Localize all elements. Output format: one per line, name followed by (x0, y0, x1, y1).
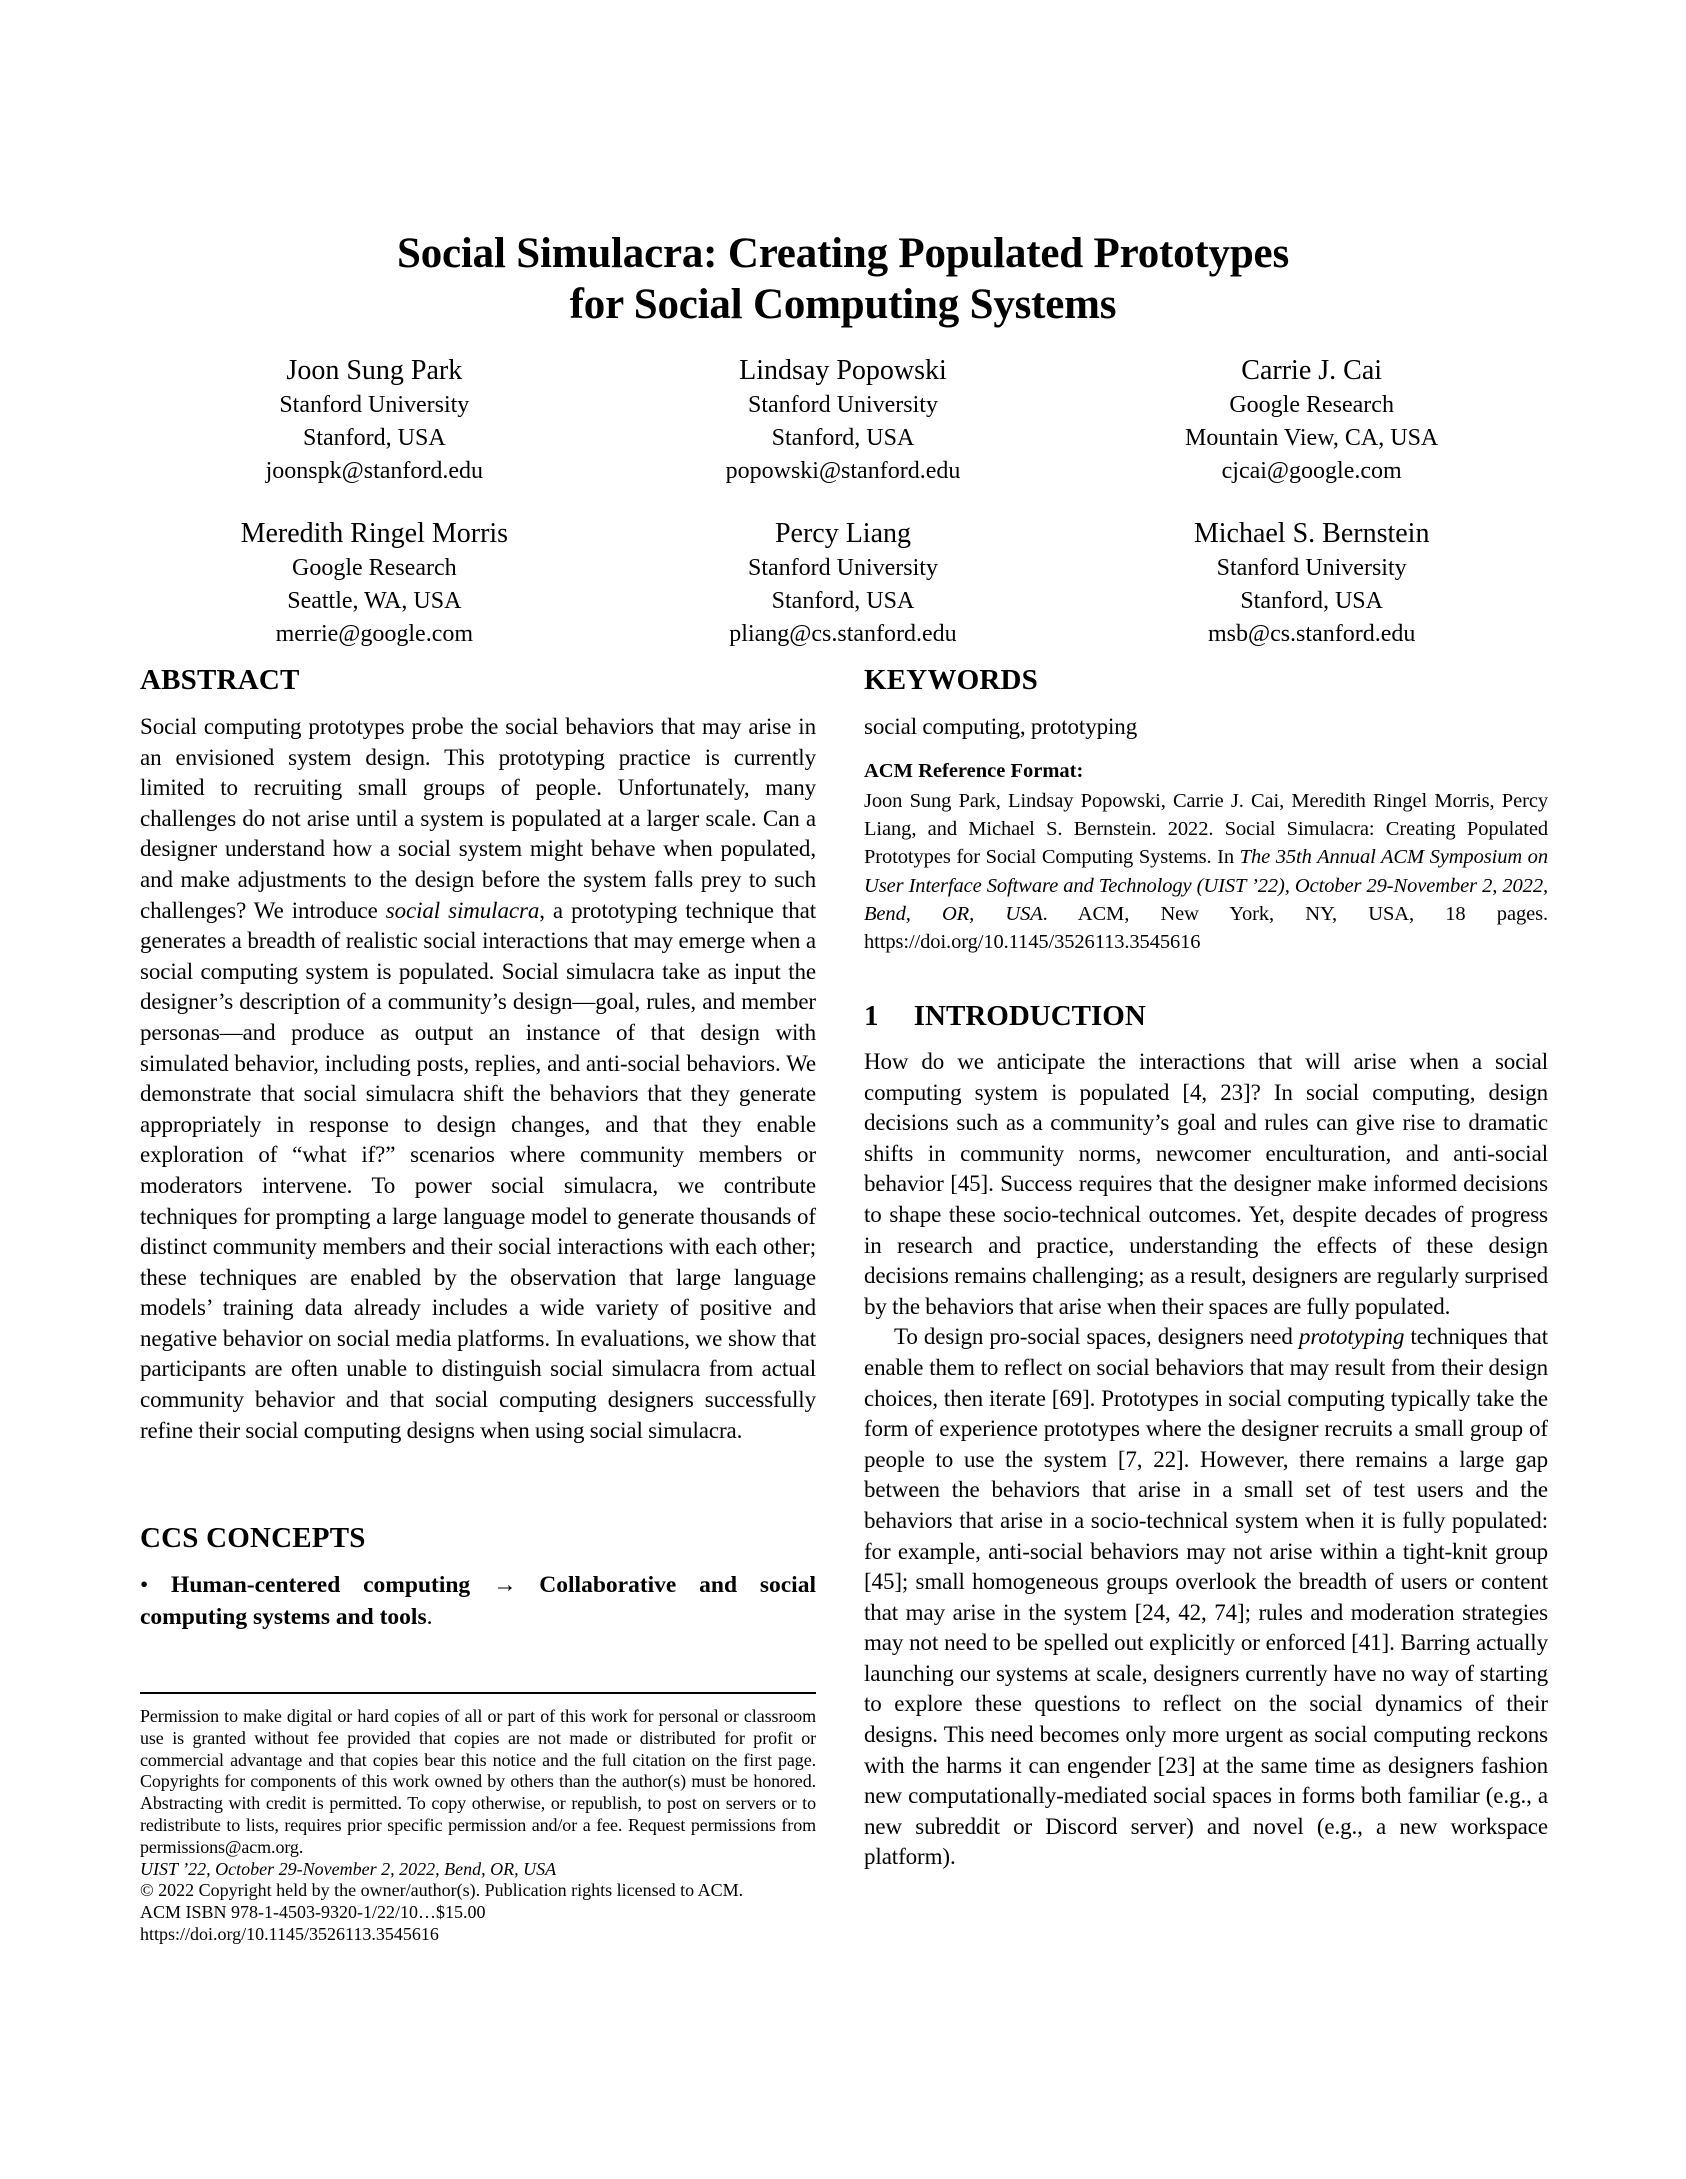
paper-title-line-1: Social Simulacra: Creating Populated Prototypes (397, 230, 1289, 277)
author-affiliation: Stanford University (748, 555, 938, 581)
copyright-line: © 2022 Copyright held by the owner/author(s). Publication rights licensed to ACM. (140, 1880, 744, 1901)
doi-line: https://doi.org/10.1145/3526113.3545616 (140, 1923, 439, 1944)
author-email: popowski@stanford.edu (725, 458, 961, 484)
author-name: Joon Sung Park (286, 355, 463, 386)
author-email: merrie@google.com (275, 621, 474, 647)
acm-reference-heading: ACM Reference Format: (864, 760, 1084, 782)
author-location: Mountain View, CA, USA (1185, 425, 1439, 451)
author-location: Seattle, WA, USA (287, 588, 462, 614)
paper-title (0, 228, 1686, 330)
introduction-section (864, 1000, 1548, 1873)
acm-reference-section (864, 760, 1548, 956)
author-card (1077, 515, 1546, 651)
isbn-line: ACM ISBN 978-1-4503-9320-1/22/10…$15.00 (140, 1902, 486, 1923)
author-email: msb@cs.stanford.edu (1207, 621, 1416, 647)
keywords-section (864, 664, 1548, 743)
abstract-heading: ABSTRACT (140, 664, 300, 696)
author-name: Michael S. Bernstein (1193, 518, 1430, 549)
author-affiliation: Stanford University (1216, 555, 1407, 581)
ccs-text: • Human-centered computing → Collaborative and social computing systems and tools. (140, 1572, 816, 1630)
author-email: joonspk@stanford.edu (265, 458, 484, 484)
author-affiliation: Stanford University (748, 392, 938, 418)
author-affiliation: Google Research (1229, 392, 1394, 418)
author-card (609, 352, 1078, 488)
section-number: 1 (864, 1000, 879, 1032)
author-email: cjcai@google.com (1221, 458, 1402, 484)
permission-text: Permission to make digital or hard copies of all or part of this work for personal or classroom use is granted without fee provided that copies are not made or distributed for profit or commercial advantage and that copies bear this notice and the full citation on the first page. Copyrights for components of this work owned by others than the author(s) must be honored. Abstracting with credit is permitted. To copy otherwise, or republish, to post on servers or to redistribute to lists, requires prior specific permission and/or a fee. Request permissions from permissions@acm.org. (140, 1706, 816, 1857)
introduction-heading (864, 1000, 1548, 1033)
keywords-text: social computing, prototyping (864, 714, 1138, 739)
abstract-section (140, 664, 816, 1446)
author-location: Stanford, USA (302, 425, 446, 451)
acm-reference-text: Joon Sung Park, Lindsay Popowski, Carrie J. Cai, Meredith Ringel Morris, Percy Liang, and Michael S. Bernstein. 2022. Social Simulacra: Creating Populated Prototypes for Social Computing Systems. In The 35th Annual ACM Symposium on User Interface Software and Technology (UIST ’22), October 29-November 2, 2022, Bend, OR, USA. ACM, New York, NY, USA, 18 pages. https://doi.org/10.1145/3526113.3545616 (864, 790, 1548, 954)
paper-title-line-2: for Social Computing Systems (569, 281, 1117, 328)
author-affiliation: Google Research (292, 555, 457, 581)
author-affiliation: Stanford University (279, 392, 470, 418)
author-name: Percy Liang (774, 518, 912, 549)
author-card (1077, 352, 1546, 488)
ccs-heading: CCS CONCEPTS (140, 1522, 366, 1554)
authors-grid (140, 352, 1546, 651)
footnote-section (140, 1692, 816, 1946)
introduction-paragraph-2: To design pro-social spaces, designers need prototyping techniques that enable them to reflect on social behaviors that may result from their design choices, then iterate [69]. Prototypes in social computing typically take the form of experience prototypes where the designer recruits a small group of people to use the system [7, 22]. However, there remains a large gap between the behaviors that arise in a small set of test users and the behaviors that arise in a socio-technical system when it is fully populated: for example, anti-social behaviors may not arise within a tight-knit group [45]; small homogeneous groups overlook the breadth of users or content that may arise in the system [24, 42, 74]; rules and moderation strategies may not need to be spelled out explicitly or enforced [41]. Barring actually launching our systems at scale, designers currently have no way of starting to explore these questions to reflect on the social dynamics of their designs. This need becomes only more urgent as social computing reckons with the harms it can engender [23] at the same time as designers fashion new computationally-mediated social spaces in forms both familiar (e.g., a new subreddit or Discord server) and novel (e.g., a new workspace platform). (864, 1324, 1548, 1870)
abstract-text: Social computing prototypes probe the social behaviors that may arise in an envisioned system design. This prototyping practice is currently limited to recruiting small groups of people. Unfortunately, many challenges do not arise until a system is populated at a larger scale. Can a designer understand how a social system might behave when populated, and make adjustments to the design before the system falls prey to such challenges? We introduce social simulacra, a prototyping technique that generates a breadth of realistic social interactions that may emerge when a social computing system is populated. Social simulacra take as input the designer’s description of a community’s design—goal, rules, and member personas—and produce as output an instance of that design with simulated behavior, including posts, replies, and anti-social behaviors. We demonstrate that social simulacra shift the behaviors that they generate appropriately in response to design changes, and that they enable exploration of “what if?” scenarios where community members or moderators intervene. To power social simulacra, we contribute techniques for prompting a large language model to generate thousands of distinct community members and their social interactions with each other; these techniques are enabled by the observation that large language models’ training data already includes a wide variety of positive and negative behavior on social media platforms. In evaluations, we show that participants are often unable to distinguish social simulacra from actual community behavior and that social computing designers successfully refine their social computing designs when using social simulacra. (140, 714, 817, 1443)
ccs-concepts-section (140, 1522, 816, 1633)
author-name: Meredith Ringel Morris (240, 518, 509, 549)
venue-line: UIST ’22, October 29-November 2, 2022, Bend, OR, USA (140, 1858, 557, 1879)
author-location: Stanford, USA (771, 588, 915, 614)
author-location: Stanford, USA (1240, 588, 1383, 614)
author-email: pliang@cs.stanford.edu (729, 621, 957, 647)
author-name: Lindsay Popowski (739, 355, 947, 386)
footnote-rule (140, 1692, 816, 1694)
keywords-heading: KEYWORDS (864, 664, 1039, 696)
author-name: Carrie J. Cai (1241, 355, 1383, 386)
introduction-paragraph-1: How do we anticipate the interactions that will arise when a social computing system is populated [4, 23]? In social computing, design decisions such as a community’s goal and rules can give rise to dramatic shifts in community norms, newcomer enculturation, and anti-social behavior [45]. Success requires that the designer make informed decisions to shape these socio-technical outcomes. Yet, despite decades of progress in research and practice, understanding the effects of these design decisions remains challenging; as a result, designers are regularly surprised by the behaviors that arise when their spaces are fully populated. (864, 1049, 1548, 1319)
author-card (140, 515, 609, 651)
author-location: Stanford, USA (771, 425, 915, 451)
author-card (140, 352, 609, 488)
author-card (609, 515, 1078, 651)
section-title: INTRODUCTION (913, 1000, 1146, 1032)
